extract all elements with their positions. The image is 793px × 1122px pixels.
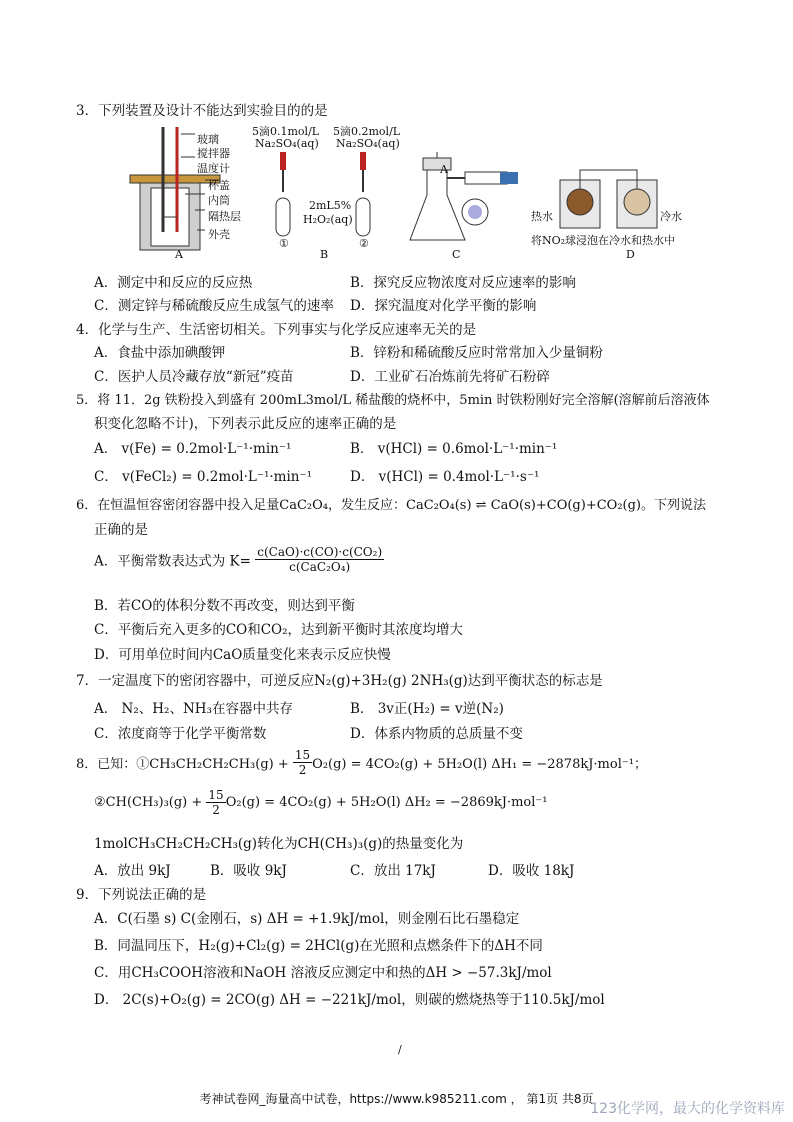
q8-option-d: D．吸收 18kJ bbox=[488, 863, 575, 879]
calorimeter-figure bbox=[125, 122, 255, 262]
panel-letter-c: C bbox=[452, 248, 461, 261]
q5-option-a: A． v(Fe) = 0.2mol·L⁻¹·min⁻¹ bbox=[94, 441, 292, 457]
q9-option-d: D． 2C(s)+O₂(g) = 2CO(g) ΔH = −221kJ/mol，则碳的燃烧热等于110.5kJ/mol bbox=[94, 992, 605, 1008]
q9-stem: 9．下列说法正确的是 bbox=[76, 887, 207, 903]
q6-option-a-fraction bbox=[255, 545, 384, 574]
q4-stem: 4．化学与生产、生活密切相关。下列事实与化学反应速率无关的是 bbox=[76, 322, 477, 338]
watermark: 123化学网，最大的化学资料库 bbox=[590, 1101, 785, 1117]
q7-option-b: B． 3v正(H₂) = v逆(N₂) bbox=[350, 701, 504, 717]
q3-stem: 3．下列装置及设计不能达到实验目的的是 bbox=[76, 103, 328, 119]
q4-option-c: C．医护人员冷藏存放“新冠”疫苗 bbox=[94, 369, 294, 385]
label-glass: 玻璃 bbox=[197, 133, 219, 146]
q7-option-c: C．浓度商等于化学平衡常数 bbox=[94, 726, 267, 742]
q8-eq2-frac-den: 2 bbox=[212, 803, 220, 817]
q5-option-c: C． v(FeCl₂) = 0.2mol·L⁻¹·min⁻¹ bbox=[94, 469, 313, 485]
b-mid-label-1: 2mL5% bbox=[309, 199, 352, 212]
b-left-label-1: 5滴0.1mol/L bbox=[252, 125, 320, 138]
q8-eq1-prefix: 8．已知：①CH₃CH₂CH₂CH₃(g) + bbox=[76, 757, 293, 772]
q8-eq1-suffix: O₂(g) = 4CO₂(g) + 5H₂O(l) ΔH₁ = −2878kJ·mol⁻¹； bbox=[312, 757, 647, 772]
q8-eq1-frac-den: 2 bbox=[298, 763, 307, 777]
q8-eq2-fraction bbox=[206, 788, 225, 817]
q8-option-b: B．吸收 9kJ bbox=[210, 863, 287, 879]
label-shell: 外壳 bbox=[208, 228, 230, 241]
label-insulation: 隔热层 bbox=[208, 210, 241, 223]
no2-spheres-figure bbox=[555, 162, 665, 232]
q6-option-a-numerator: c(CaO)·c(CO)·c(CO₂) bbox=[257, 545, 383, 559]
q4-option-a: A．食盐中添加碘酸钾 bbox=[94, 345, 226, 361]
b-num-1: ① bbox=[279, 237, 289, 250]
q3-option-d: D．探究温度对化学平衡的影响 bbox=[350, 298, 537, 314]
q6-stem-line1: 6．在恒温恒容密闭容器中投入足量CaC₂O₄，发生反应：CaC₂O₄(s) ⇌ CaO(s)+CO(g)+CO₂(g)。下列说法 bbox=[76, 498, 706, 513]
q6-stem-line2: 正确的是 bbox=[94, 522, 148, 538]
q3-option-b: B．探究反应物浓度对反应速率的影响 bbox=[350, 275, 576, 291]
q6-option-d: D．可用单位时间内CaO质量变化来表示反应快慢 bbox=[94, 647, 391, 663]
c-label-a: A bbox=[440, 163, 448, 176]
d-label-hot: 热水 bbox=[531, 210, 553, 223]
q3-option-c: C．测定锌与稀硫酸反应生成氢气的速率 bbox=[94, 298, 334, 314]
b-right-label-2: Na₂SO₄(aq) bbox=[336, 137, 400, 150]
q8-line3: 1molCH₃CH₂CH₂CH₃(g)转化为CH(CH₃)₃(g)的热量变化为 bbox=[94, 836, 464, 852]
q8-eq2-prefix: ②CH(CH₃)₃(g) + bbox=[94, 795, 207, 810]
d-label-cold: 冷水 bbox=[660, 210, 682, 223]
flask-syringe-figure bbox=[405, 150, 530, 250]
q4-option-b: B．锌粉和稀硫酸反应时常常加入少量铜粉 bbox=[350, 345, 603, 361]
q6-option-a-denominator: c(CaC₂O₄) bbox=[289, 560, 351, 574]
q5-option-b: B． v(HCl) = 0.6mol·L⁻¹·min⁻¹ bbox=[350, 441, 558, 457]
page-mark: / bbox=[398, 1043, 402, 1056]
q6-option-a-prefix: A．平衡常数表达式为 K= bbox=[94, 553, 251, 570]
b-right-label-1: 5滴0.2mol/L bbox=[333, 125, 401, 138]
q5-stem-line2: 积变化忽略不计)，下列表示此反应的速率正确的是 bbox=[94, 416, 397, 432]
page-footer: 考神试卷网_海量高中试卷，https://www.k985211.com ， 第1页 共8页 bbox=[199, 1092, 594, 1106]
q8-equation-2 bbox=[94, 788, 548, 817]
q8-eq2-suffix: O₂(g) = 4CO₂(g) + 5H₂O(l) ΔH₂ = −2869kJ·mol⁻¹ bbox=[225, 795, 548, 810]
label-thermometer: 温度计 bbox=[197, 162, 230, 175]
q6-option-c: C．平衡后充入更多的CO和CO₂，达到新平衡时其浓度均增大 bbox=[94, 622, 464, 638]
d-caption: 将NO₂球浸泡在冷水和热水中 bbox=[531, 234, 676, 247]
label-stirrer: 搅拌器 bbox=[197, 147, 230, 160]
panel-letter-b: B bbox=[320, 248, 329, 261]
q7-option-a: A． N₂、H₂、NH₃在容器中共存 bbox=[94, 701, 293, 717]
q8-eq1-frac-num: 15 bbox=[294, 748, 311, 762]
test-tubes-figure bbox=[268, 150, 383, 245]
b-mid-label-2: H₂O₂(aq) bbox=[303, 213, 353, 226]
b-num-2: ② bbox=[359, 237, 369, 250]
q7-option-d: D．体系内物质的总质量不变 bbox=[350, 726, 523, 742]
q8-option-c: C．放出 17kJ bbox=[350, 863, 436, 879]
panel-letter-d: D bbox=[626, 248, 635, 261]
q9-option-a: A．C(石墨 s) C(金刚石，s) ΔH = +1.9kJ/mol，则金刚石比石墨稳定 bbox=[94, 911, 520, 927]
label-inner: 内筒 bbox=[208, 194, 230, 207]
label-lid: 杯盖 bbox=[208, 179, 230, 192]
q8-equation-1 bbox=[76, 748, 647, 777]
q8-eq1-fraction bbox=[293, 748, 312, 777]
q8-option-a: A．放出 9kJ bbox=[94, 863, 171, 879]
q4-option-d: D．工业矿石冶炼前先将矿石粉碎 bbox=[350, 369, 550, 385]
q9-option-c: C．用CH₃COOH溶液和NaOH 溶液反应测定中和热的ΔH > −57.3kJ/mol bbox=[94, 965, 552, 981]
q8-eq2-frac-num: 15 bbox=[208, 788, 224, 802]
q9-option-b: B．同温同压下，H₂(g)+Cl₂(g) = 2HCl(g)在光照和点燃条件下的ΔH不同 bbox=[94, 938, 543, 954]
panel-letter-a: A bbox=[175, 248, 183, 261]
q3-option-a: A．测定中和反应的反应热 bbox=[94, 275, 253, 291]
q5-option-d: D． v(HCl) = 0.4mol·L⁻¹·s⁻¹ bbox=[350, 469, 540, 485]
q6-option-b: B．若CO的体积分数不再改变，则达到平衡 bbox=[94, 598, 355, 614]
q5-stem-line1: 5．将 11．2g 铁粉投入到盛有 200mL3mol/L 稀盐酸的烧杯中，5min 时铁粉刚好完全溶解(溶解前后溶液体 bbox=[76, 393, 710, 408]
q6-option-a bbox=[94, 545, 384, 574]
q7-stem: 7．一定温度下的密闭容器中，可逆反应N₂(g)+3H₂(g) 2NH₃(g)达到平衡状态的标志是 bbox=[76, 673, 603, 689]
b-left-label-2: Na₂SO₄(aq) bbox=[255, 137, 319, 150]
